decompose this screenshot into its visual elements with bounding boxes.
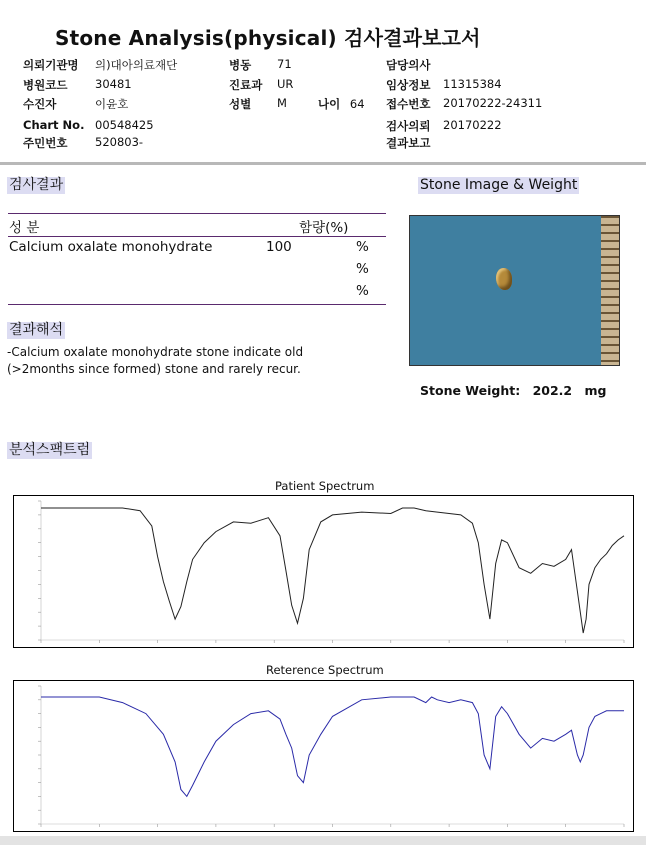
component-column-header: 성 분 [9,220,40,236]
page-bottom-bar [0,836,646,845]
age-field [318,96,365,112]
header-field-value: 00548425 [95,118,154,132]
header-field-label: 주민번호 [23,136,68,150]
header-field-value: 71 [277,57,292,71]
header-field-label: 수진자 [23,97,57,111]
interpretation-line: (>2months since formed) stone and rarely recur. [7,362,301,376]
header-field-label: Chart No. [23,118,85,132]
spectrum-section-title: 분석스팩트럼 [9,442,91,458]
reference-chart-frame [14,681,634,832]
header-field-label: 병원코드 [23,78,68,92]
age-label: 나이 [318,97,341,111]
header-field-label: 검사의뢰 [386,119,431,133]
ruler-scale [601,216,619,365]
stone-weight-unit: mg [584,383,607,398]
header-field-label: 접수번호 [386,97,431,111]
patient-spectrum-chart [13,495,634,648]
stone-photo [409,215,620,366]
results-table-header-rule [8,236,386,237]
header-field-value: 의)대아의료재단 [95,58,178,72]
results-table-top-rule [8,213,386,214]
header-field-value: 이윤호 [95,97,129,111]
header-field-label: 임상정보 [386,78,431,92]
stone-section-title: Stone Image & Weight [420,177,578,193]
header-field-value: UR [277,77,294,91]
result-unit: % [356,239,369,255]
age-value: 64 [349,97,365,111]
header-field-label: 진료과 [229,78,263,92]
stone-weight [420,383,606,398]
stone-weight-value: 202.2 [532,383,573,398]
result-unit: % [356,283,369,299]
header-field-value: 20170222 [443,118,502,132]
header-field-value: 520803- [95,135,144,149]
header-field-value: M [277,96,287,110]
interpretation-text [7,344,303,378]
patient-spectrum-title: Patient Spectrum [275,479,375,493]
interpretation-section-title: 결과해석 [9,322,64,338]
interpretation-line: -Calcium oxalate monohydrate stone indicate old [7,345,304,359]
reference-spectrum-title: Reterence Spectrum [266,663,384,677]
patient-chart-frame [14,496,634,648]
header-field-label: 의뢰기관명 [23,58,79,72]
header-field-label: 병동 [229,58,252,72]
header-field-label: 성별 [229,97,252,111]
results-section-title: 검사결과 [9,177,64,193]
results-table-bottom-rule [8,304,386,305]
header-field-label: 담당의사 [386,58,431,72]
reference-spectrum-chart [13,680,634,832]
stone-weight-label: Stone Weight: [420,383,521,398]
result-unit: % [356,261,369,277]
header-field-value: 20170222-24311 [443,96,543,110]
content-column-header: 함량(%) [299,220,349,236]
stone-specimen [496,268,512,290]
header-field-label: 결과보고 [386,136,431,150]
result-component: Calcium oxalate monohydrate [9,239,213,255]
header-divider [0,162,646,165]
header-field-value: 11315384 [443,77,502,91]
report-title: Stone Analysis(physical) 검사결과보고서 [55,26,481,50]
result-value: 100 [266,239,292,255]
header-field-value: 30481 [95,77,132,91]
